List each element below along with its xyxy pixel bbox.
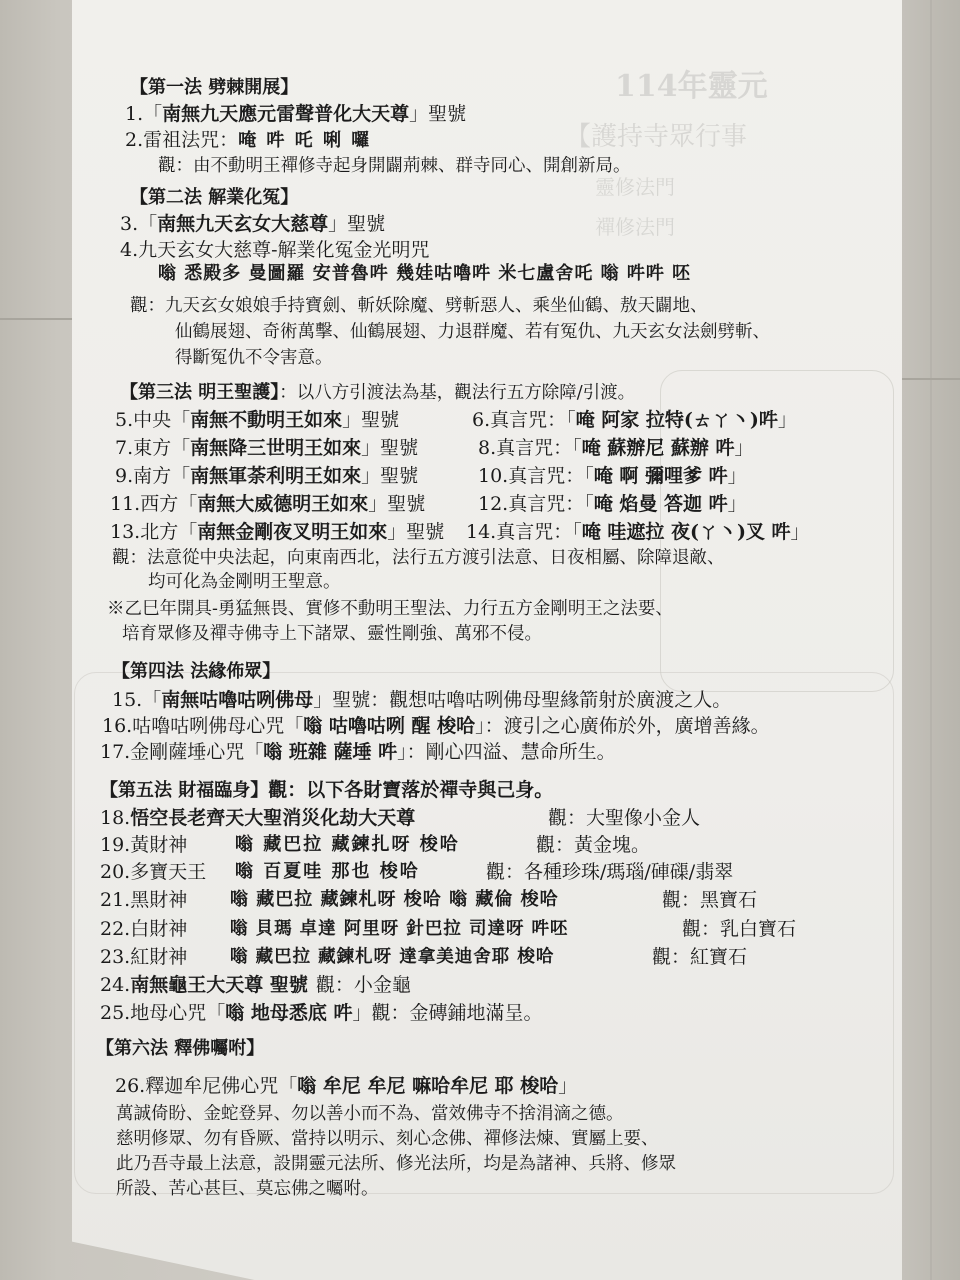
section-6-heading: 【第六法 釋佛囑咐】 <box>96 1038 265 1059</box>
closing-paragraph-line: 所設、苦心甚巨、莫忘佛之囑咐。 <box>116 1179 379 1199</box>
item-description: 」觀：金磚鋪地滿呈。 <box>352 1002 543 1024</box>
bleed-through-line: 【護持寺眾行事 <box>565 122 748 152</box>
mantra-text: 唵 啊 彌哩爹 吽 <box>593 465 728 487</box>
direction-label: 13.北方「 <box>110 521 198 543</box>
title-suffix: 」聖號 <box>361 437 419 459</box>
mantra-label: 8.真言咒：「 <box>478 437 582 459</box>
section-3-heading-line <box>120 380 635 405</box>
ritual-mantra <box>478 492 747 516</box>
item-4: 4.九天玄女大慈尊-解業化冤金光明咒 <box>120 239 430 261</box>
item-observation: 觀：乳白寶石 <box>682 918 797 940</box>
item-number: 1. <box>125 103 144 125</box>
title-suffix: 」聖號 <box>328 213 386 235</box>
direction-label: 11.西方「 <box>110 493 198 515</box>
mantra-label: 12.真言咒：「 <box>478 493 594 515</box>
note-text: ※乙巳年開具-勇猛無畏、實修不動明王聖法、力行五方金剛明王之法要、 <box>107 599 673 619</box>
ritual-row <box>110 492 425 516</box>
mantra-label: 17.金剛薩埵心咒「 <box>100 741 264 763</box>
note-text: 培育眾修及禪寺佛寺上下諸眾、靈性剛強、萬邪不侵。 <box>122 624 542 644</box>
section-1-heading: 【第一法 劈棘開展】 <box>130 77 299 98</box>
section-5-heading-line <box>100 778 553 803</box>
title-suffix: 」聖號 <box>368 493 426 515</box>
holy-title: 南無降三世明王如來 <box>190 437 362 459</box>
mantra-text: 唵 焰曼 答迦 吽 <box>593 493 728 515</box>
mantra-label: 25.地母心咒「 <box>100 1002 226 1024</box>
mantra-text: 嗡 藏巴拉 藏鍊札呀 梭哈 嗡 藏倫 梭哈 <box>230 889 559 910</box>
bracket: 」 <box>777 409 797 431</box>
item-24 <box>100 973 411 997</box>
direction-label: 9.南方「 <box>115 465 191 487</box>
holy-title: 南無軍荼利明王如來 <box>190 465 362 487</box>
mantra-text: 嗡 貝瑪 卓達 阿里呀 針巴拉 司達呀 吽呸 <box>230 919 569 939</box>
mantra-label: 2.雷祖法咒： <box>125 129 239 151</box>
mantra-label: 14.真言咒：「 <box>466 521 582 543</box>
holy-title: 悟空長老齊天大聖消災化劫大天尊 <box>130 807 416 829</box>
direction-label: 7.東方「 <box>115 437 191 459</box>
item-observation: 觀：黃金塊。 <box>536 834 651 856</box>
item-25 <box>100 1001 542 1025</box>
mantra-label: 10.真言咒：「 <box>478 465 594 487</box>
observation-text: 仙鶴展翅、奇術萬擊、仙鶴展翅、力退群魔、若有冤仇、九天玄女法劍劈斬、 <box>175 322 770 342</box>
bracket: 」 <box>727 493 747 515</box>
bracket: 」 <box>558 1075 578 1097</box>
item-number: 18. <box>100 807 131 829</box>
mantra-text: 嗡 地母悉底 吽 <box>225 1002 353 1024</box>
mantra-text: 唵 阿家 拉特(ㄊㄚ丶)吽 <box>575 409 778 431</box>
bracket: 」 <box>734 437 754 459</box>
item-observation: 觀：黑寶石 <box>662 889 758 911</box>
mantra-text: 唵 吽 吒 唎 囉 <box>238 130 372 151</box>
section-intro: ：以八方引渡法為基，觀法行五方除障/引渡。 <box>279 383 636 403</box>
mantra-text: 嗡 牟尼 牟尼 嘛哈牟尼 耶 梭哈 <box>297 1075 559 1097</box>
section-5-heading: 【第五法 財福臨身】 <box>100 780 269 801</box>
item-observation: 觀：紅寶石 <box>652 946 748 968</box>
bracket: 「 <box>138 213 158 235</box>
observation-text: 觀：法意從中央法起，向東南西北，法行五方渡引法意、日夜相屬、除障退敵、 <box>112 548 725 568</box>
bracket: 「 <box>143 103 163 125</box>
title-suffix: 」聖號 <box>409 103 467 125</box>
mantra-label: 26.釋迦牟尼佛心咒「 <box>115 1075 298 1097</box>
mantra-text: 唵 蘇辦尼 蘇辦 吽 <box>581 437 735 459</box>
mantra-text: 嗡 班雜 薩埵 吽 <box>263 741 398 763</box>
mantra-text: 唵 哇遮拉 夜(ㄚ丶)叉 吽 <box>581 521 791 543</box>
floor-tile-seam <box>930 0 932 1280</box>
title-suffix: 」聖號 <box>387 521 445 543</box>
mantra-text: 嗡 咕嚕咕咧 醒 梭哈 <box>303 715 476 737</box>
bleed-through-line: 靈修法門 <box>595 175 675 199</box>
item-description: 」聖號：觀想咕嚕咕咧佛母聖緣箭射於廣渡之人。 <box>313 689 732 711</box>
title-suffix: 」聖號 <box>361 465 419 487</box>
observation-text: 觀：九天玄女娘娘手持寶劍、斬妖除魔、劈斬惡人、乘坐仙鶴、敖天闢地、 <box>130 296 708 316</box>
item-observation: 觀：小金龜 <box>315 974 411 996</box>
holy-title: 南無金剛夜叉明王如來 <box>197 521 388 543</box>
item-2 <box>125 128 371 153</box>
holy-title: 南無大威德明王如來 <box>197 493 369 515</box>
mantra-label: 16.咕嚕咕咧佛母心咒「 <box>102 715 304 737</box>
bleed-through-line: 114年靈元 <box>615 69 768 104</box>
item-observation: 觀：各種珍珠/瑪瑙/硨磲/翡翠 <box>486 861 734 883</box>
mantra-label: 6.真言咒：「 <box>472 409 576 431</box>
item-17 <box>100 740 616 764</box>
item-1 <box>125 102 466 126</box>
closing-paragraph-line: 萬誠倚盼、金蛇登昇、勿以善小而不為、當效佛寺不捨涓滴之德。 <box>116 1104 624 1124</box>
item-number: 3. <box>120 213 139 235</box>
section-2-heading: 【第二法 解業化冤】 <box>130 187 299 208</box>
bleed-through-line: 禪修法門 <box>595 215 675 239</box>
item-label: 19.黃財神 <box>100 834 188 856</box>
closing-paragraph-line: 慈明修眾、勿有昏厥、當持以明示、刻心念佛、禪修法煉、實屬上要、 <box>116 1129 659 1149</box>
item-label: 22.白財神 <box>100 918 188 940</box>
holy-title: 南無不動明王如來 <box>190 409 343 431</box>
ritual-row <box>115 464 418 488</box>
mantra-text: 嗡 藏巴拉 藏鍊扎呀 梭哈 <box>235 834 460 855</box>
item-15 <box>112 688 731 712</box>
ritual-mantra <box>478 464 747 488</box>
item-number: 15.「 <box>112 689 162 711</box>
section-3-heading: 【第三法 明王聖護】 <box>120 382 280 403</box>
item-label: 21.黑財神 <box>100 889 188 911</box>
observation-text: 觀：由不動明王禪修寺起身開闢荊棘、群寺同心、開創新局。 <box>158 156 631 176</box>
holy-title: 南無龜王大天尊 聖號 <box>130 974 308 996</box>
ritual-mantra <box>466 520 810 544</box>
item-3 <box>120 212 385 236</box>
section-4-heading: 【第四法 法緣佈眾】 <box>112 661 281 682</box>
section-intro: 觀：以下各財寶落於禪寺與己身。 <box>268 779 554 801</box>
mantra-text: 嗡 悉殿多 曼圖羅 安普魯吽 幾娃咕嚕吽 米七盧舍吒 嗡 吽吽 呸 <box>158 263 692 284</box>
item-observation: 觀：大聖像小金人 <box>548 807 701 829</box>
item-18 <box>100 806 415 830</box>
ritual-mantra <box>472 408 797 432</box>
item-26 <box>115 1074 577 1098</box>
holy-title: 南無九天應元雷聲普化大天尊 <box>162 103 410 125</box>
holy-title: 南無九天玄女大慈尊 <box>157 213 329 235</box>
direction-label: 5.中央「 <box>115 409 191 431</box>
item-16 <box>102 714 770 738</box>
item-label: 23.紅財神 <box>100 946 188 968</box>
ritual-row <box>110 520 444 544</box>
ritual-row <box>115 436 418 460</box>
item-number: 24. <box>100 974 131 996</box>
item-description: 」：渡引之心廣佈於外，廣增善緣。 <box>475 715 770 737</box>
floor-tile-seam <box>0 318 72 320</box>
observation-text: 得斷冤仇不令害意。 <box>175 348 333 368</box>
bracket: 」 <box>790 521 810 543</box>
closing-paragraph-line: 此乃吾寺最上法意，設開靈元法所、修光法所，均是為諸神、兵將、修眾 <box>116 1154 676 1174</box>
ritual-row <box>115 408 399 432</box>
ritual-mantra <box>478 436 754 460</box>
title-suffix: 」聖號 <box>342 409 400 431</box>
item-description: 」：剛心四溢、慧命所生。 <box>397 741 616 763</box>
mantra-text: 嗡 藏巴拉 藏鍊札呀 達拿美迪舍耶 梭哈 <box>230 947 555 967</box>
bracket: 」 <box>727 465 747 487</box>
mantra-text: 嗡 百夏哇 那也 梭哈 <box>235 861 420 882</box>
observation-text: 均可化為金剛明王聖意。 <box>148 572 341 592</box>
holy-title: 南無咕嚕咕咧佛母 <box>161 689 314 711</box>
item-label: 20.多寶天王 <box>100 861 207 883</box>
